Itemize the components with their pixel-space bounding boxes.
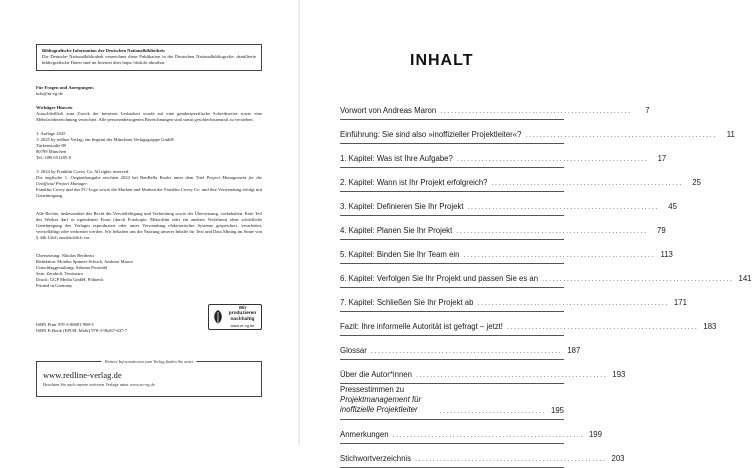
toc-entry-title: Glossar: [340, 346, 367, 355]
toc-entry[interactable]: [340, 96, 650, 120]
toc-entry-page: 187: [567, 346, 581, 355]
table-of-contents: [340, 96, 752, 468]
original-edition-text: Die englische 1. Originalausgabe erschien 2024 bei BenBella Books unter dem Titel: [36, 175, 207, 180]
toc-leader: ......................................................: [525, 132, 717, 139]
toc-entry-page: 193: [612, 370, 626, 379]
toc-entry-page: 79: [657, 226, 666, 235]
toc-entry-title: 7. Kapitel: Schließen Sie Ihr Projekt ab: [340, 298, 474, 307]
toc-entry-title: Stichwortverzeichnis: [340, 454, 412, 463]
toc-leader: ......................................................: [542, 276, 734, 283]
toc-entry-title: Einführung: Sie sind also »inoffizieller Projektleiter«?: [340, 130, 522, 139]
toc-leader: ......................................................: [456, 228, 648, 235]
original-edition-end: .: [87, 181, 89, 186]
credit-line: Druck: GGP Media GmbH, Pößneck: [36, 277, 104, 282]
web-caption: Weitere Informationen zum Verlag finden Sie unter: [102, 359, 197, 364]
credit-line: Redaktion: Monika Spinner-Schuch, Andreas Maron: [36, 259, 133, 264]
toc-entry-title: Anmerkungen: [340, 430, 389, 439]
toc-entry-page: 113: [660, 250, 673, 259]
toc-title: INHALT: [410, 52, 474, 69]
eco-line-2: nachhaltig: [230, 317, 255, 322]
credit-line: Übersetzung: Nikolas Bertheau: [36, 253, 94, 258]
sustainability-badge: [208, 304, 262, 330]
toc-leader: ......................................................: [456, 156, 649, 163]
leaf-icon: [212, 309, 224, 325]
isbn-block: [36, 305, 262, 346]
toc-leader: ......................................................: [392, 432, 584, 439]
sustainability-text: [227, 306, 258, 328]
toc-entry-title: Vorwort von Andreas Maron: [340, 106, 437, 115]
toc-entry-page: 45: [668, 202, 677, 211]
toc-entry-title: 6. Kapitel: Verfolgen Sie Ihr Projekt und passen Sie es an: [340, 274, 539, 283]
toc-entry-title: 3. Kapitel: Definieren Sie Ihr Projekt: [340, 202, 464, 211]
credit-line: Satz: Zerobolt, Timisoara: [36, 271, 83, 276]
rights-text: Alle Rechte, insbesondere das Recht der Vervielfältigung und Verbreitung sowie der Übersetzung, vorbehalten. Kein Teil des Werkes darf in irgendeiner Form (durch Fotokopie, Mikrofilm oder ein anderes Verfahren) ohne schriftliche Genehmigung des Verlages reproduziert oder unter Verwendung elektronischer Systeme gespeichert, verarbeitet, vervielfältigt oder verbreitet werden. Wir behalten uns die Nutzung unserer Inhalte für Text und Data Mining im Sinne von § 44b UrhG ausdrücklich vor.: [36, 211, 263, 240]
toc-entry-title: [340, 385, 436, 415]
toc-entry-page: 199: [588, 430, 602, 439]
eco-url: www.m-vg.de: [230, 322, 255, 328]
toc-entry-page: 25: [692, 178, 701, 187]
toc-entry-title-prefix: Pressestimmen zu: [340, 385, 405, 394]
trademark-note: Franklin Covey und das FC-Logo sowie die Marken und Marken der Franklin Covey Co. und ihre Verwendung erfolgt mit Genehmigung.: [36, 187, 262, 198]
publisher-web-box: [36, 361, 262, 397]
isbn-print: ISBN Print 978-3-86881-988-5: [36, 322, 94, 327]
original-title: Project Management for the Unofficial Project Manager: [36, 175, 262, 186]
warning-text: Ausschließlich zum Zweck der besseren Lesbarkeit wurde auf eine genderspezifische Schreibweise sowie eine Mehrfachbezeichnung verzichtet. Alle personenbezogenen Bezeichnungen sind somit geschlechtsneutral zu verstehen.: [36, 111, 262, 122]
phone-line: Tel.: 089 651285-0: [36, 155, 72, 160]
toc-entry-title: Über die Autor*innen: [340, 370, 412, 379]
toc-entry[interactable]: [340, 240, 673, 264]
eco-line-1: Wir produzieren: [228, 305, 257, 317]
toc-entry[interactable]: [340, 312, 717, 336]
credit-line: Printed in Germany: [36, 283, 73, 288]
toc-entry-title: 5. Kapitel: Binden Sie Ihr Team ein: [340, 250, 460, 259]
toc-leader: ......................................................: [440, 108, 632, 115]
copyright-line: © 2024 by Franklin Covey Co. All rights reserved.: [36, 169, 130, 174]
original-edition-note: [36, 175, 262, 187]
toc-entry-title: 2. Kapitel: Wann ist Ihr Projekt erfolgreich?: [340, 178, 488, 187]
toc-entry[interactable]: [340, 264, 752, 288]
toc-entry[interactable]: [340, 120, 735, 144]
toc-leader: ......................................................: [491, 180, 683, 187]
toc-entry-page: 203: [611, 454, 625, 463]
toc-entry-page: 11: [726, 130, 735, 139]
toc-entry-page: 171: [673, 298, 687, 307]
questions-title: Für Fragen und Anregungen:: [36, 85, 94, 90]
toc-entry[interactable]: [340, 384, 564, 420]
warning-title: Wichtiger Hinweis: [36, 105, 73, 110]
toc-entry[interactable]: [340, 144, 667, 168]
toc-entry[interactable]: [340, 360, 626, 384]
isbn-ebook: ISBN E-Book (EPUB, Mobi) 978-3-96267-637-7: [36, 328, 128, 333]
toc-entry[interactable]: [340, 336, 581, 360]
toc-entry-page: 183: [703, 322, 717, 331]
address-city: 80799 München: [36, 149, 66, 154]
toc-entry[interactable]: [340, 444, 625, 468]
toc-leader: ......................................................: [477, 300, 669, 307]
isbn-row: [36, 305, 262, 346]
web-subtext: Beachten Sie auch unsere weiteren Verlage unter www.m-vg.de: [43, 382, 155, 387]
publisher-line: © 2025 by redline Verlag, ein Imprint der Münchner Verlagsgruppe GmbH: [36, 137, 174, 142]
toc-entry[interactable]: [340, 288, 687, 312]
publisher-url[interactable]: www.redline-verlag.de: [43, 371, 122, 380]
toc-leader: ......................................................: [415, 372, 608, 379]
toc-entry-page: 195: [550, 406, 564, 415]
toc-entry[interactable]: [340, 168, 701, 192]
toc-entry-title-italic: Projektmanagement für inoffizielle Projektleiter: [340, 395, 422, 414]
toc-entry-title: 1. Kapitel: Was ist Ihre Aufgabe?: [340, 154, 453, 163]
edition-line: 1. Auflage 2025: [36, 131, 66, 136]
questions-email[interactable]: info@m-vg.de: [36, 91, 63, 96]
toc-entry[interactable]: [340, 192, 677, 216]
toc-leader: ......................................................: [506, 324, 699, 331]
toc-leader: ......................................................: [370, 348, 563, 355]
toc-leader: ......................................................: [463, 252, 655, 259]
toc-entry-title: Fazit: Ihre informelle Autorität ist gefragt – jetzt!: [340, 322, 503, 331]
toc-leader: ......................................................: [415, 456, 607, 463]
toc-entry-page: 7: [645, 106, 650, 115]
biblio-text: Die Deutsche Nationalbibliothek verzeichnet diese Publikation in der Deutschen Nationalbibliografie; detaillierte bibliografische Daten sind im Internet über https://dnb.de abrufbar.: [42, 54, 256, 65]
bibliographic-info-box: [36, 44, 262, 71]
biblio-title: Bibliografische Information der Deutschen Nationalbibliothek:: [42, 48, 166, 53]
toc-entry[interactable]: [340, 216, 666, 240]
toc-leader: ......................................................: [467, 204, 659, 211]
toc-entry-page: 17: [657, 154, 667, 163]
credit-line: Umschlaggestaltung: Sabrina Prosenbl: [36, 265, 108, 270]
imprint-text: [36, 44, 262, 289]
toc-entry[interactable]: [340, 420, 602, 444]
address-street: Türkenstraße 89: [36, 143, 66, 148]
toc-leader: ..............................: [439, 408, 546, 415]
toc-entry-page: 141: [738, 274, 752, 283]
imprint-page: [0, 0, 300, 445]
toc-entry-title: 4. Kapitel: Planen Sie Ihr Projekt: [340, 226, 453, 235]
